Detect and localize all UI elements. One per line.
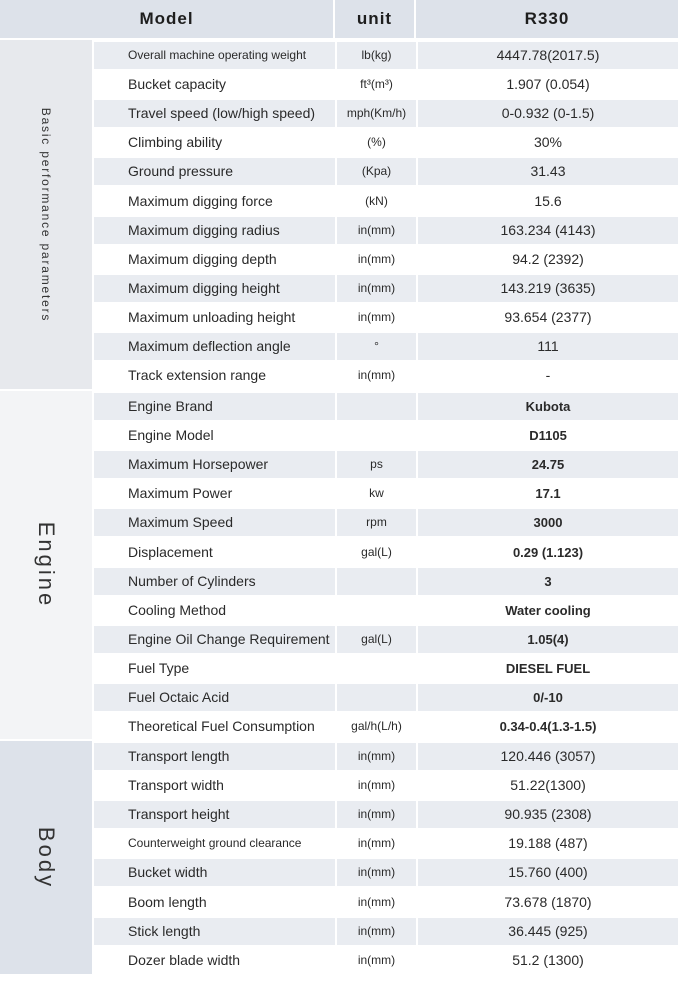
table-row	[94, 42, 678, 69]
table-row	[94, 422, 678, 449]
spec-value: 19.188 (487)	[508, 835, 588, 852]
spec-value: 24.75	[418, 451, 678, 478]
spec-value: 17.1	[535, 486, 561, 502]
spec-name: Theoretical Fuel Consumption	[128, 718, 315, 735]
spec-value: 4447.78(2017.5)	[418, 42, 678, 69]
table-row	[94, 451, 678, 478]
spec-unit: lb(kg)	[337, 42, 416, 69]
spec-value: 0.29 (1.123)	[512, 544, 584, 560]
spec-value: Kubota	[418, 393, 678, 420]
spec-name: Maximum Speed	[94, 509, 335, 536]
spec-unit: in(mm)	[357, 778, 396, 793]
table-row	[94, 830, 678, 857]
section-label-text: Engine	[34, 521, 59, 609]
spec-unit: in(mm)	[337, 275, 416, 302]
table-row	[94, 333, 678, 360]
table-row	[94, 859, 678, 886]
spec-name: Bucket width	[94, 859, 335, 886]
spec-unit: in(mm)	[357, 836, 396, 851]
spec-unit: in(mm)	[337, 217, 416, 244]
spec-value: 51.2 (1300)	[512, 951, 584, 968]
spec-value: 120.446 (3057)	[418, 743, 678, 770]
spec-name: Overall machine operating weight	[94, 42, 335, 69]
spec-value: 143.219 (3635)	[418, 275, 678, 302]
spec-value: 0/-10	[418, 684, 678, 711]
spec-unit: (kN)	[365, 193, 388, 208]
spec-value: 0.34-0.4(1.3-1.5)	[499, 719, 597, 735]
spec-unit	[337, 422, 416, 449]
table-row	[94, 217, 678, 244]
spec-name: Transport width	[128, 777, 224, 794]
spec-value: 163.234 (4143)	[418, 217, 678, 244]
table-row	[94, 918, 678, 945]
spec-unit: in(mm)	[357, 368, 396, 383]
spec-name: Fuel Octaic Acid	[94, 684, 335, 711]
table-row	[94, 655, 678, 682]
spec-value: 111	[418, 333, 678, 360]
spec-name: Engine Oil Change Requirement	[94, 626, 335, 653]
spec-name: Maximum digging radius	[94, 217, 335, 244]
spec-name: Transport length	[94, 743, 335, 770]
spec-name: Engine Model	[128, 427, 214, 444]
spec-name: Maximum Horsepower	[94, 451, 335, 478]
spec-value: 15.6	[534, 192, 562, 209]
spec-value: -	[545, 367, 551, 384]
table-row	[94, 801, 678, 828]
spec-name: Climbing ability	[128, 134, 223, 151]
spec-name: Maximum digging height	[94, 275, 335, 302]
spec-unit: in(mm)	[357, 894, 396, 909]
table-row	[94, 713, 678, 740]
spec-name: Number of Cylinders	[94, 568, 335, 595]
spec-unit: in(mm)	[357, 251, 396, 266]
spec-name: Track extension range	[128, 367, 266, 384]
spec-name: Bucket capacity	[128, 76, 227, 93]
table-row	[94, 597, 678, 624]
spec-unit: (%)	[367, 135, 386, 150]
spec-unit: °	[337, 333, 416, 360]
spec-unit: (Kpa)	[337, 158, 416, 185]
table-row	[94, 393, 678, 420]
spec-unit	[337, 655, 416, 682]
spec-name: Maximum unloading height	[128, 308, 296, 325]
table-row	[94, 539, 678, 566]
spec-name: Maximum digging depth	[128, 250, 277, 267]
spec-unit: mph(Km/h)	[337, 100, 416, 127]
spec-value: 93.654 (2377)	[504, 308, 592, 325]
spec-value: 90.935 (2308)	[418, 801, 678, 828]
spec-name: Engine Brand	[94, 393, 335, 420]
spec-name: Ground pressure	[94, 158, 335, 185]
spec-name: Maximum digging force	[128, 192, 273, 209]
spec-unit: in(mm)	[337, 743, 416, 770]
header-model-value: R330	[524, 9, 570, 28]
spec-unit: rpm	[337, 509, 416, 536]
table-row	[94, 362, 678, 389]
spec-unit: ps	[337, 451, 416, 478]
spec-value: 0-0.932 (0-1.5)	[418, 100, 678, 127]
spec-value: 31.43	[418, 158, 678, 185]
spec-name: Dozer blade width	[128, 951, 241, 968]
spec-value: 30%	[533, 134, 563, 151]
spec-name: Boom length	[128, 893, 207, 910]
spec-name: Travel speed (low/high speed)	[94, 100, 335, 127]
table-row	[94, 188, 678, 215]
table-row	[94, 743, 678, 770]
spec-value: Water cooling	[505, 602, 591, 618]
header-unit: unit	[356, 9, 393, 28]
spec-unit	[337, 393, 416, 420]
spec-unit: gal(L)	[337, 626, 416, 653]
section-label-text: Basic performance parameters	[39, 107, 53, 322]
spec-value: 1.907 (0.054)	[506, 76, 590, 93]
spec-unit: in(mm)	[337, 801, 416, 828]
spec-value: 15.760 (400)	[418, 859, 678, 886]
spec-unit: ft³(m³)	[360, 77, 393, 92]
table-row	[94, 947, 678, 974]
spec-unit: in(mm)	[357, 952, 396, 967]
spec-value: 1.05(4)	[418, 626, 678, 653]
spec-unit: kw	[369, 486, 384, 501]
spec-value: 94.2 (2392)	[512, 250, 584, 267]
spec-value: 36.445 (925)	[418, 918, 678, 945]
table-row	[94, 684, 678, 711]
spec-value: 73.678 (1870)	[504, 893, 592, 910]
table-header	[0, 0, 678, 38]
table-row	[94, 275, 678, 302]
section-label-engine	[0, 391, 92, 739]
spec-value: DIESEL FUEL	[505, 660, 591, 676]
spec-name: Stick length	[94, 918, 335, 945]
spec-name: Maximum Power	[128, 485, 233, 502]
spec-unit: gal/h(L/h)	[351, 719, 402, 734]
section-label-text: Body	[34, 826, 59, 889]
table-row	[94, 304, 678, 331]
spec-value: D1105	[529, 428, 567, 444]
spec-unit: in(mm)	[357, 309, 396, 324]
spec-name: Displacement	[128, 543, 213, 560]
spec-unit: in(mm)	[337, 918, 416, 945]
table-row	[94, 129, 678, 156]
spec-value: 3	[418, 568, 678, 595]
table-row	[94, 480, 678, 507]
spec-name: Fuel Type	[128, 659, 190, 676]
section-label-body	[0, 741, 92, 974]
spec-unit	[337, 684, 416, 711]
table-row	[94, 100, 678, 127]
spec-unit: gal(L)	[361, 544, 392, 559]
table-row	[94, 772, 678, 799]
table-row	[94, 246, 678, 273]
spec-unit	[337, 568, 416, 595]
table-row	[94, 889, 678, 916]
table-row	[94, 158, 678, 185]
spec-name: Cooling Method	[128, 601, 227, 618]
spec-name: Transport height	[94, 801, 335, 828]
table-row	[94, 509, 678, 536]
spec-value: 3000	[418, 509, 678, 536]
table-row	[94, 71, 678, 98]
table-row	[94, 626, 678, 653]
table-row	[94, 568, 678, 595]
header-model: Model	[139, 9, 194, 28]
spec-name: Maximum deflection angle	[94, 333, 335, 360]
spec-name: Counterweight ground clearance	[128, 836, 302, 851]
spec-unit: in(mm)	[337, 859, 416, 886]
spec-unit	[337, 597, 416, 624]
spec-value: 51.22(1300)	[510, 777, 586, 794]
section-label-basic-performance	[0, 40, 92, 389]
